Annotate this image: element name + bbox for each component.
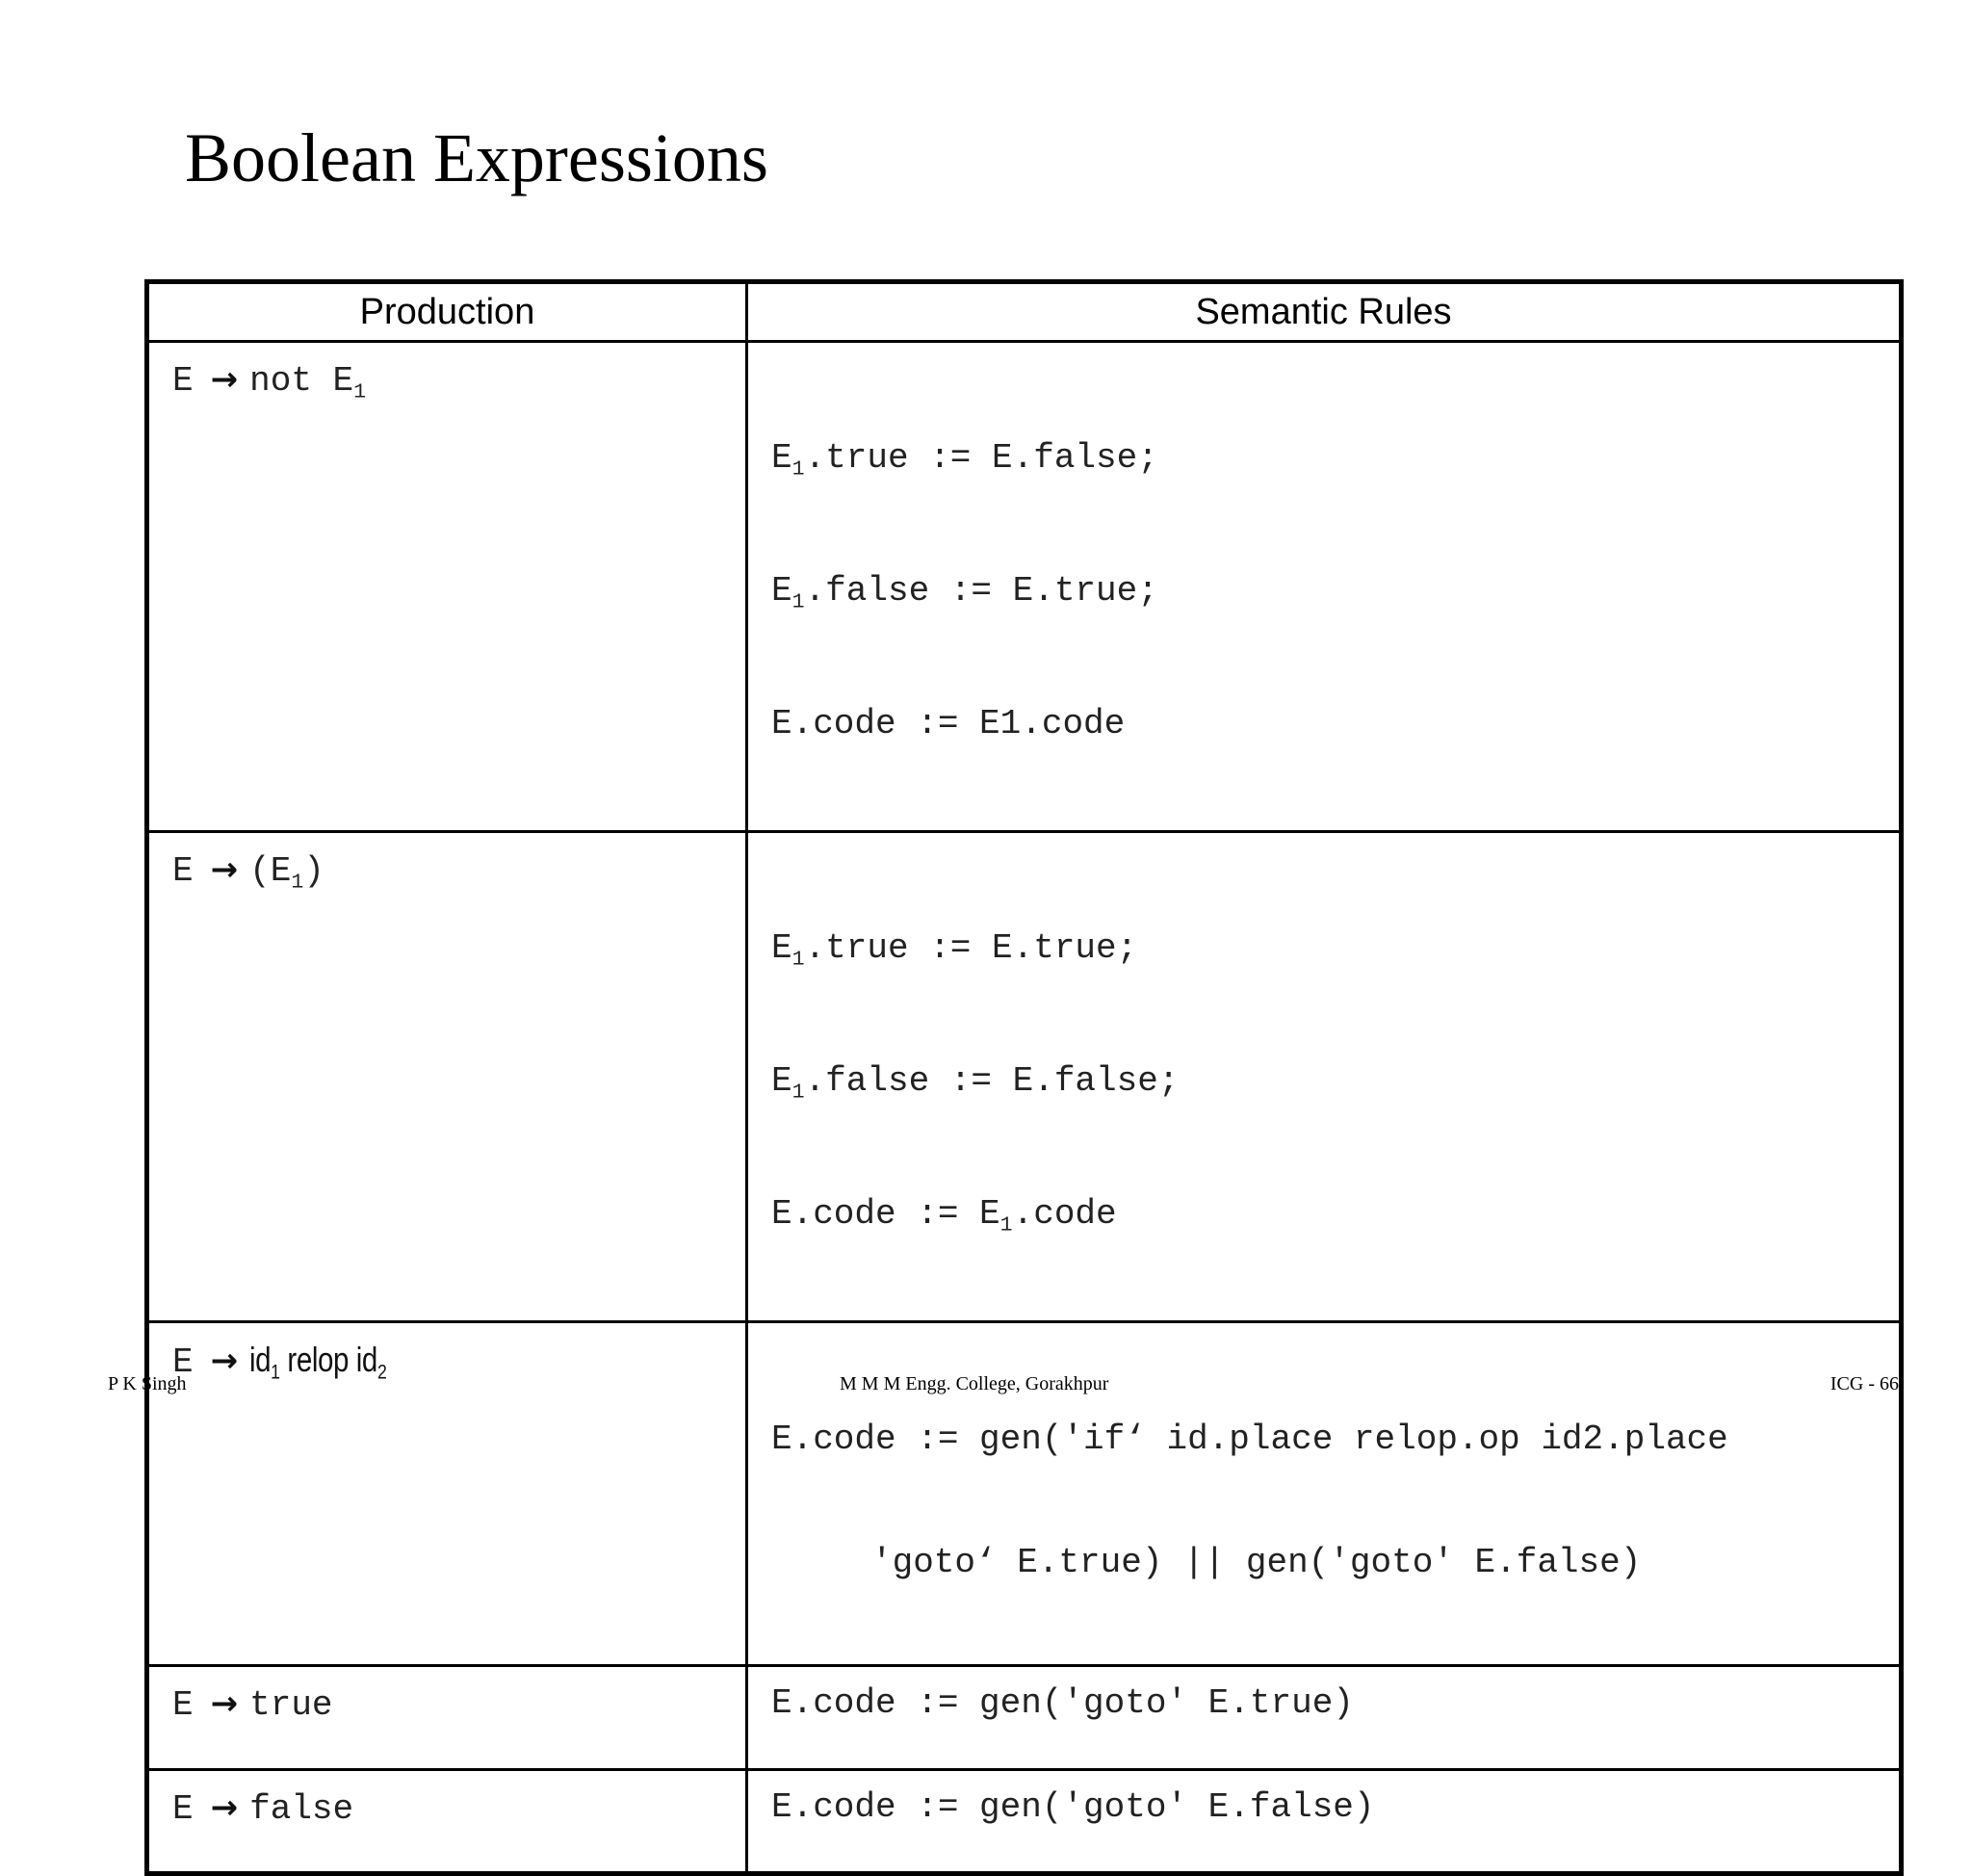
footer-author: P K Singh [108,1373,187,1394]
production-cell [147,1666,747,1770]
semantic-rule-cell [747,342,1902,832]
table-row [147,832,1902,1322]
subscript: 1 [353,380,367,404]
footer-page-number: ICG - 66 [1829,1373,1899,1394]
table-row [147,1770,1902,1874]
right-arrow-icon: → [210,1684,239,1723]
production-cell [147,1770,747,1874]
rule-line: E.code := gen('goto' E.true) [771,1683,1354,1723]
rule-line: E.code := gen('if‘ id.place relop.op id2.place [771,1420,1728,1459]
rule-line: $E_1.false$ := E.true; [771,571,1158,614]
production-cell [147,1322,747,1666]
rule-line: 'goto‘ E.true) || gen('goto' E.false) [871,1543,1642,1582]
production-cell [147,342,747,832]
rule-line: $E_1.false$ := E.false; [771,1061,1180,1105]
semantic-rule-cell [747,1770,1902,1874]
production-text: E → false [172,1788,354,1829]
semantic-rule-cell [747,1666,1902,1770]
rule-line: E.code := $E_1.code$ [771,1194,1117,1238]
production-text: E → true [172,1684,333,1725]
right-arrow-icon: → [210,1342,239,1380]
rule-line: $E_1.true$ := E.true; [771,928,1138,972]
right-arrow-icon: → [210,850,239,889]
rule-line: $E_1.true$ := E.false; [771,438,1158,482]
semantic-rules-table [144,279,1904,1876]
production-rhs: not E [249,361,354,401]
right-arrow-icon: → [210,360,239,399]
production-text: $E \to (E_1)$ [172,850,324,895]
production-text [149,343,745,406]
semantic-rule-cell [747,832,1902,1322]
slide-title: Boolean Expressions [185,119,768,196]
footer-institution: M M M Engg. College, Gorakhpur [840,1373,1109,1394]
production-rhs: $id_1$ relop $id_2$ [249,1340,387,1384]
right-arrow-icon: → [210,1788,239,1827]
production-lhs: E [172,361,194,401]
table-header-row [147,282,1902,342]
production-cell [147,832,747,1322]
rule-line: E.code := E1.code [771,704,1126,743]
table-row [147,342,1902,832]
table-row [147,1666,1902,1770]
header-production: Production [147,282,747,342]
production-text: $E \to id_1$ relop $id_2$ [149,1323,745,1387]
rule-line: E.code := gen('goto' E.false) [771,1787,1375,1827]
header-semantic-rules: Semantic Rules [747,282,1902,342]
